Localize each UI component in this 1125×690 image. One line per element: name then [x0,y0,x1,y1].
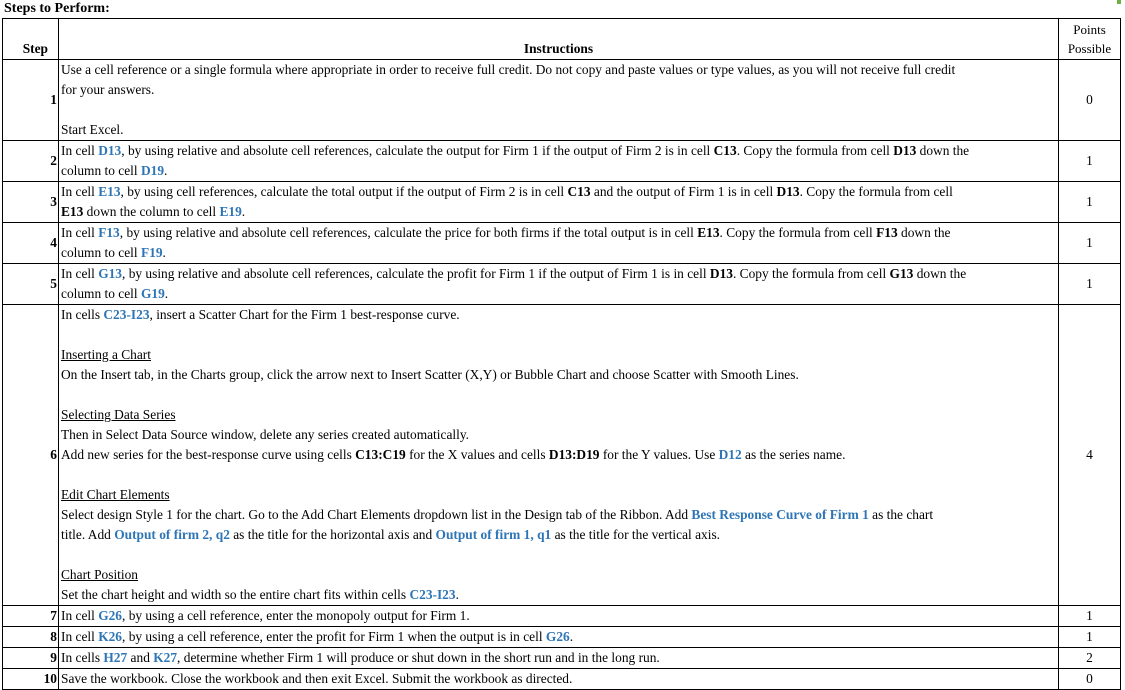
header-step[interactable]: Step [3,19,59,60]
step-number[interactable]: 1 [3,60,59,141]
points-cell[interactable]: 1 [1059,627,1121,648]
instruction-cell[interactable] [59,182,1059,223]
instruction-line: In cell D13, by using relative and absolute cell references, calculate the output for Firm 1 if the output of Firm 2 is in cell C13. Copy the formula from cell D13 down the [61,143,970,158]
instruction-cell[interactable]: In cells H27 and K27, determine whether Firm 1 will produce or shut down in the short run and in the long run. [59,648,1059,669]
step-number[interactable]: 10 [3,669,59,690]
instruction-cell[interactable] [59,223,1059,264]
instruction-line: Use a cell reference or a single formula where appropriate in order to receive full credit. Do not copy and paste values or type values, as you will not receive full credit [61,62,956,77]
table-row [3,648,1121,669]
instruction-line: column to cell D19. [61,163,168,178]
step-number[interactable]: 7 [3,606,59,627]
instruction-line: column to cell F19. [61,245,166,260]
points-cell[interactable]: 1 [1059,182,1121,223]
table-row [3,60,1121,141]
points-cell[interactable]: 2 [1059,648,1121,669]
instruction-cell[interactable] [59,305,1059,606]
blank-line [61,325,1056,345]
points-cell[interactable]: 4 [1059,305,1121,606]
header-points[interactable] [1059,19,1121,60]
instruction-cell[interactable]: Save the workbook. Close the workbook and then exit Excel. Submit the workbook as directed. [59,669,1059,690]
selection-corner-marker [1117,0,1121,4]
subheading-selecting-data-series: Selecting Data Series [61,407,176,422]
points-cell[interactable]: 1 [1059,223,1121,264]
table-row [3,606,1121,627]
step-number[interactable]: 4 [3,223,59,264]
instruction-line: In cell G13, by using relative and absolute cell references, calculate the profit for Firm 1 if the output of Firm 1 is in cell D13. Copy the formula from cell G13 down the [61,266,967,281]
instruction-line: In cell F13, by using relative and absolute cell references, calculate the price for both firms if the total output is in cell E13. Copy the formula from cell F13 down the [61,225,951,240]
points-cell[interactable]: 1 [1059,606,1121,627]
subheading-chart-position: Chart Position [61,567,139,582]
points-cell[interactable]: 0 [1059,60,1121,141]
instruction-line: Then in Select Data Source window, delete any series created automatically. [61,427,470,442]
blank-line [61,385,1056,405]
instruction-cell[interactable] [59,264,1059,305]
step-number[interactable]: 6 [3,305,59,606]
table-row [3,627,1121,648]
step-number[interactable]: 2 [3,141,59,182]
instruction-cell[interactable] [59,141,1059,182]
table-row [3,223,1121,264]
instruction-line: E13 down the column to cell E19. [61,204,246,219]
instruction-line: In cells C23-I23, insert a Scatter Chart for the Firm 1 best-response curve. [61,307,460,322]
points-cell[interactable]: 0 [1059,669,1121,690]
table-row [3,264,1121,305]
instruction-cell[interactable] [59,60,1059,141]
step-number[interactable]: 9 [3,648,59,669]
header-points-line1: Points [1073,22,1106,37]
header-instructions[interactable]: Instructions [59,19,1059,60]
section-title: Steps to Perform: [4,1,110,16]
instruction-cell[interactable]: In cell G26, by using a cell reference, enter the monopoly output for Firm 1. [59,606,1059,627]
subheading-edit-chart-elements: Edit Chart Elements [61,487,170,502]
instruction-line: On the Insert tab, in the Charts group, click the arrow next to Insert Scatter (X,Y) or Bubble Chart and choose Scatter with Smooth Lines. [61,367,799,382]
instruction-cell[interactable]: In cell K26, by using a cell reference, enter the profit for Firm 1 when the output is in cell G26. [59,627,1059,648]
instruction-line: for your answers. [61,82,155,97]
points-cell[interactable]: 1 [1059,264,1121,305]
step-number[interactable]: 8 [3,627,59,648]
instruction-line: column to cell G19. [61,286,169,301]
points-cell[interactable]: 1 [1059,141,1121,182]
steps-table [2,18,1121,690]
table-row [3,305,1121,606]
instruction-line: Select design Style 1 for the chart. Go to the Add Chart Elements dropdown list in the Design tab of the Ribbon. Add Best Response Curve of Firm 1 as the chart [61,507,934,522]
blank-line [61,465,1056,485]
table-row [3,669,1121,690]
subheading-inserting-chart: Inserting a Chart [61,347,151,362]
blank-line [61,545,1056,565]
instruction-line: Set the chart height and width so the entire chart fits within cells C23-I23. [61,587,459,602]
header-points-line2: Possible [1067,41,1112,56]
step-number[interactable]: 3 [3,182,59,223]
instruction-line: In cell E13, by using cell references, calculate the total output if the output of Firm 2 is in cell C13 and the output of Firm 1 is in cell D13. Copy the formula from cell [61,184,953,199]
table-row [3,141,1121,182]
instruction-line [61,100,1056,120]
instruction-line: Add new series for the best-response curve using cells C13:C19 for the X values and cells D13:D19 for the Y values. Use D12 as the series name. [61,447,846,462]
instruction-line: title. Add Output of firm 2, q2 as the title for the horizontal axis and Output of firm 1, q1 as the title for the vertical axis. [61,527,721,542]
header-row [3,19,1121,60]
step-number[interactable]: 5 [3,264,59,305]
instruction-line: Start Excel. [61,122,124,137]
table-row [3,182,1121,223]
